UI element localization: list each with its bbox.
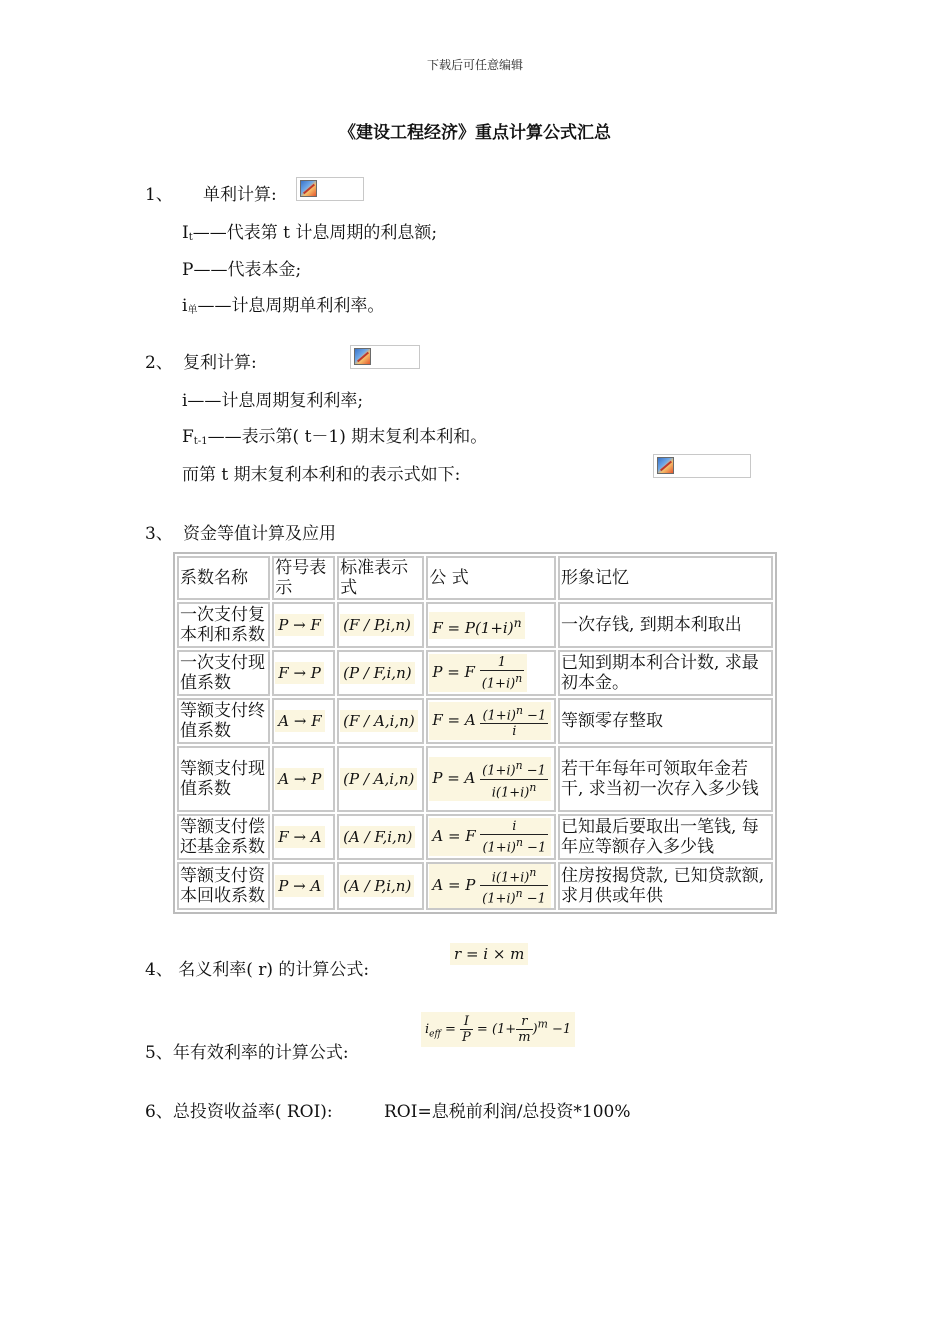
- factor-standard: (F / P,i,n): [337, 602, 424, 648]
- table-header-cell: 公 式: [426, 556, 556, 600]
- table-header-cell: 形象记忆: [558, 556, 773, 600]
- factor-memo: 等额零存整取: [558, 698, 773, 744]
- table-header-cell: 系数名称: [177, 556, 270, 600]
- table-header-cell: 符号表示: [272, 556, 335, 600]
- section-1-def-p: P——代表本金;: [182, 260, 302, 280]
- factor-standard: (F / A,i,n): [337, 698, 424, 744]
- factor-symbol: A → F: [272, 698, 335, 744]
- section-3-label: 资金等值计算及应用: [183, 524, 336, 544]
- section-4-label: 4、 名义利率( r) 的计算公式:: [145, 960, 370, 980]
- document-title: 《建设工程经济》重点计算公式汇总: [339, 123, 611, 143]
- table-row: [177, 746, 773, 812]
- broken-image-icon: [354, 348, 371, 365]
- factor-symbol: P → F: [272, 602, 335, 648]
- formula-image-placeholder: [350, 345, 420, 369]
- section-2-formula-intro: 而第 t 期末复利本利和的表示式如下:: [182, 465, 461, 485]
- effective-rate-formula: $i_{eff}$ = $\frac{I}{P}$ = (1+ $\frac{r}{m}$ )$^m$ −1: [421, 1012, 575, 1047]
- broken-image-icon: [300, 180, 317, 197]
- equivalence-factor-table: [173, 552, 777, 914]
- factor-formula: P = F $\frac{1}{(1+i)^n}$: [426, 650, 556, 696]
- factor-standard: (P / F,i,n): [337, 650, 424, 696]
- section-5-label: 5、年有效利率的计算公式:: [145, 1043, 349, 1063]
- factor-memo: 若干年每年可领取年金若干, 求当初一次存入多少钱: [558, 746, 773, 812]
- nominal-rate-formula: r = i × m: [450, 943, 528, 965]
- section-2-def-ft: $F_{t-1}——$表示第( t－1) 期末复利本利和。: [182, 427, 488, 447]
- factor-memo: 住房按揭贷款, 已知贷款额, 求月供或年供: [558, 862, 773, 910]
- factor-memo: 一次存钱, 到期本利取出: [558, 602, 773, 648]
- section-2-def-i: i——计息周期复利利率;: [182, 391, 364, 411]
- formula-image-placeholder: [296, 177, 364, 201]
- factor-symbol: F → P: [272, 650, 335, 696]
- factor-name: 等额支付偿还基金系数: [177, 814, 270, 860]
- section-1-label: 单利计算:: [203, 185, 277, 205]
- factor-memo: 已知到期本利合计数, 求最初本金。: [558, 650, 773, 696]
- table-row: [177, 698, 773, 744]
- section-1-def-it: $I_t——$代表第 t 计息周期的利息额;: [182, 223, 438, 243]
- table-row: [177, 862, 773, 910]
- factor-formula: P = A $\frac{(1+i)^n -1}{i(1+i)^n}$: [426, 746, 556, 812]
- roi-formula: ROI=息税前利润/总投资*100%: [384, 1102, 631, 1122]
- section-1-number: 1、: [145, 185, 173, 205]
- table-header-row: [177, 556, 773, 600]
- table-row: [177, 814, 773, 860]
- formula-image-placeholder: [653, 454, 751, 478]
- section-3-number: 3、: [145, 524, 173, 544]
- factor-memo: 已知最后要取出一笔钱, 每年应等额存入多少钱: [558, 814, 773, 860]
- section-2-label: 复利计算:: [183, 353, 257, 373]
- section-1-def-i: $i_单——$计息周期单利利率。: [182, 296, 385, 316]
- broken-image-icon: [657, 457, 674, 474]
- table-header-cell: 标准表示式: [337, 556, 424, 600]
- factor-symbol: A → P: [272, 746, 335, 812]
- section-2-number: 2、: [145, 353, 173, 373]
- factor-standard: (A / P,i,n): [337, 862, 424, 910]
- factor-formula: F = A $\frac{(1+i)^n -1}{i}$: [426, 698, 556, 744]
- table-row: [177, 650, 773, 696]
- factor-standard: (A / F,i,n): [337, 814, 424, 860]
- factor-name: 一次支付复本利和系数: [177, 602, 270, 648]
- section-6-label: 6、总投资收益率( ROI):: [145, 1102, 333, 1122]
- factor-standard: (P / A,i,n): [337, 746, 424, 812]
- page-header: 下载后可任意编辑: [426, 58, 523, 72]
- factor-formula: A = F $\frac{i}{(1+i)^n -1}$: [426, 814, 556, 860]
- factor-name: 等额支付终值系数: [177, 698, 270, 744]
- factor-name: 等额支付资本回收系数: [177, 862, 270, 910]
- factor-formula: $F = P(1+i)^n$: [426, 602, 556, 648]
- factor-name: 等额支付现值系数: [177, 746, 270, 812]
- factor-name: 一次支付现值系数: [177, 650, 270, 696]
- factor-symbol: F → A: [272, 814, 335, 860]
- factor-formula: A = P $\frac{i(1+i)^n}{(1+i)^n -1}$: [426, 862, 556, 910]
- table-row: [177, 602, 773, 648]
- factor-symbol: P → A: [272, 862, 335, 910]
